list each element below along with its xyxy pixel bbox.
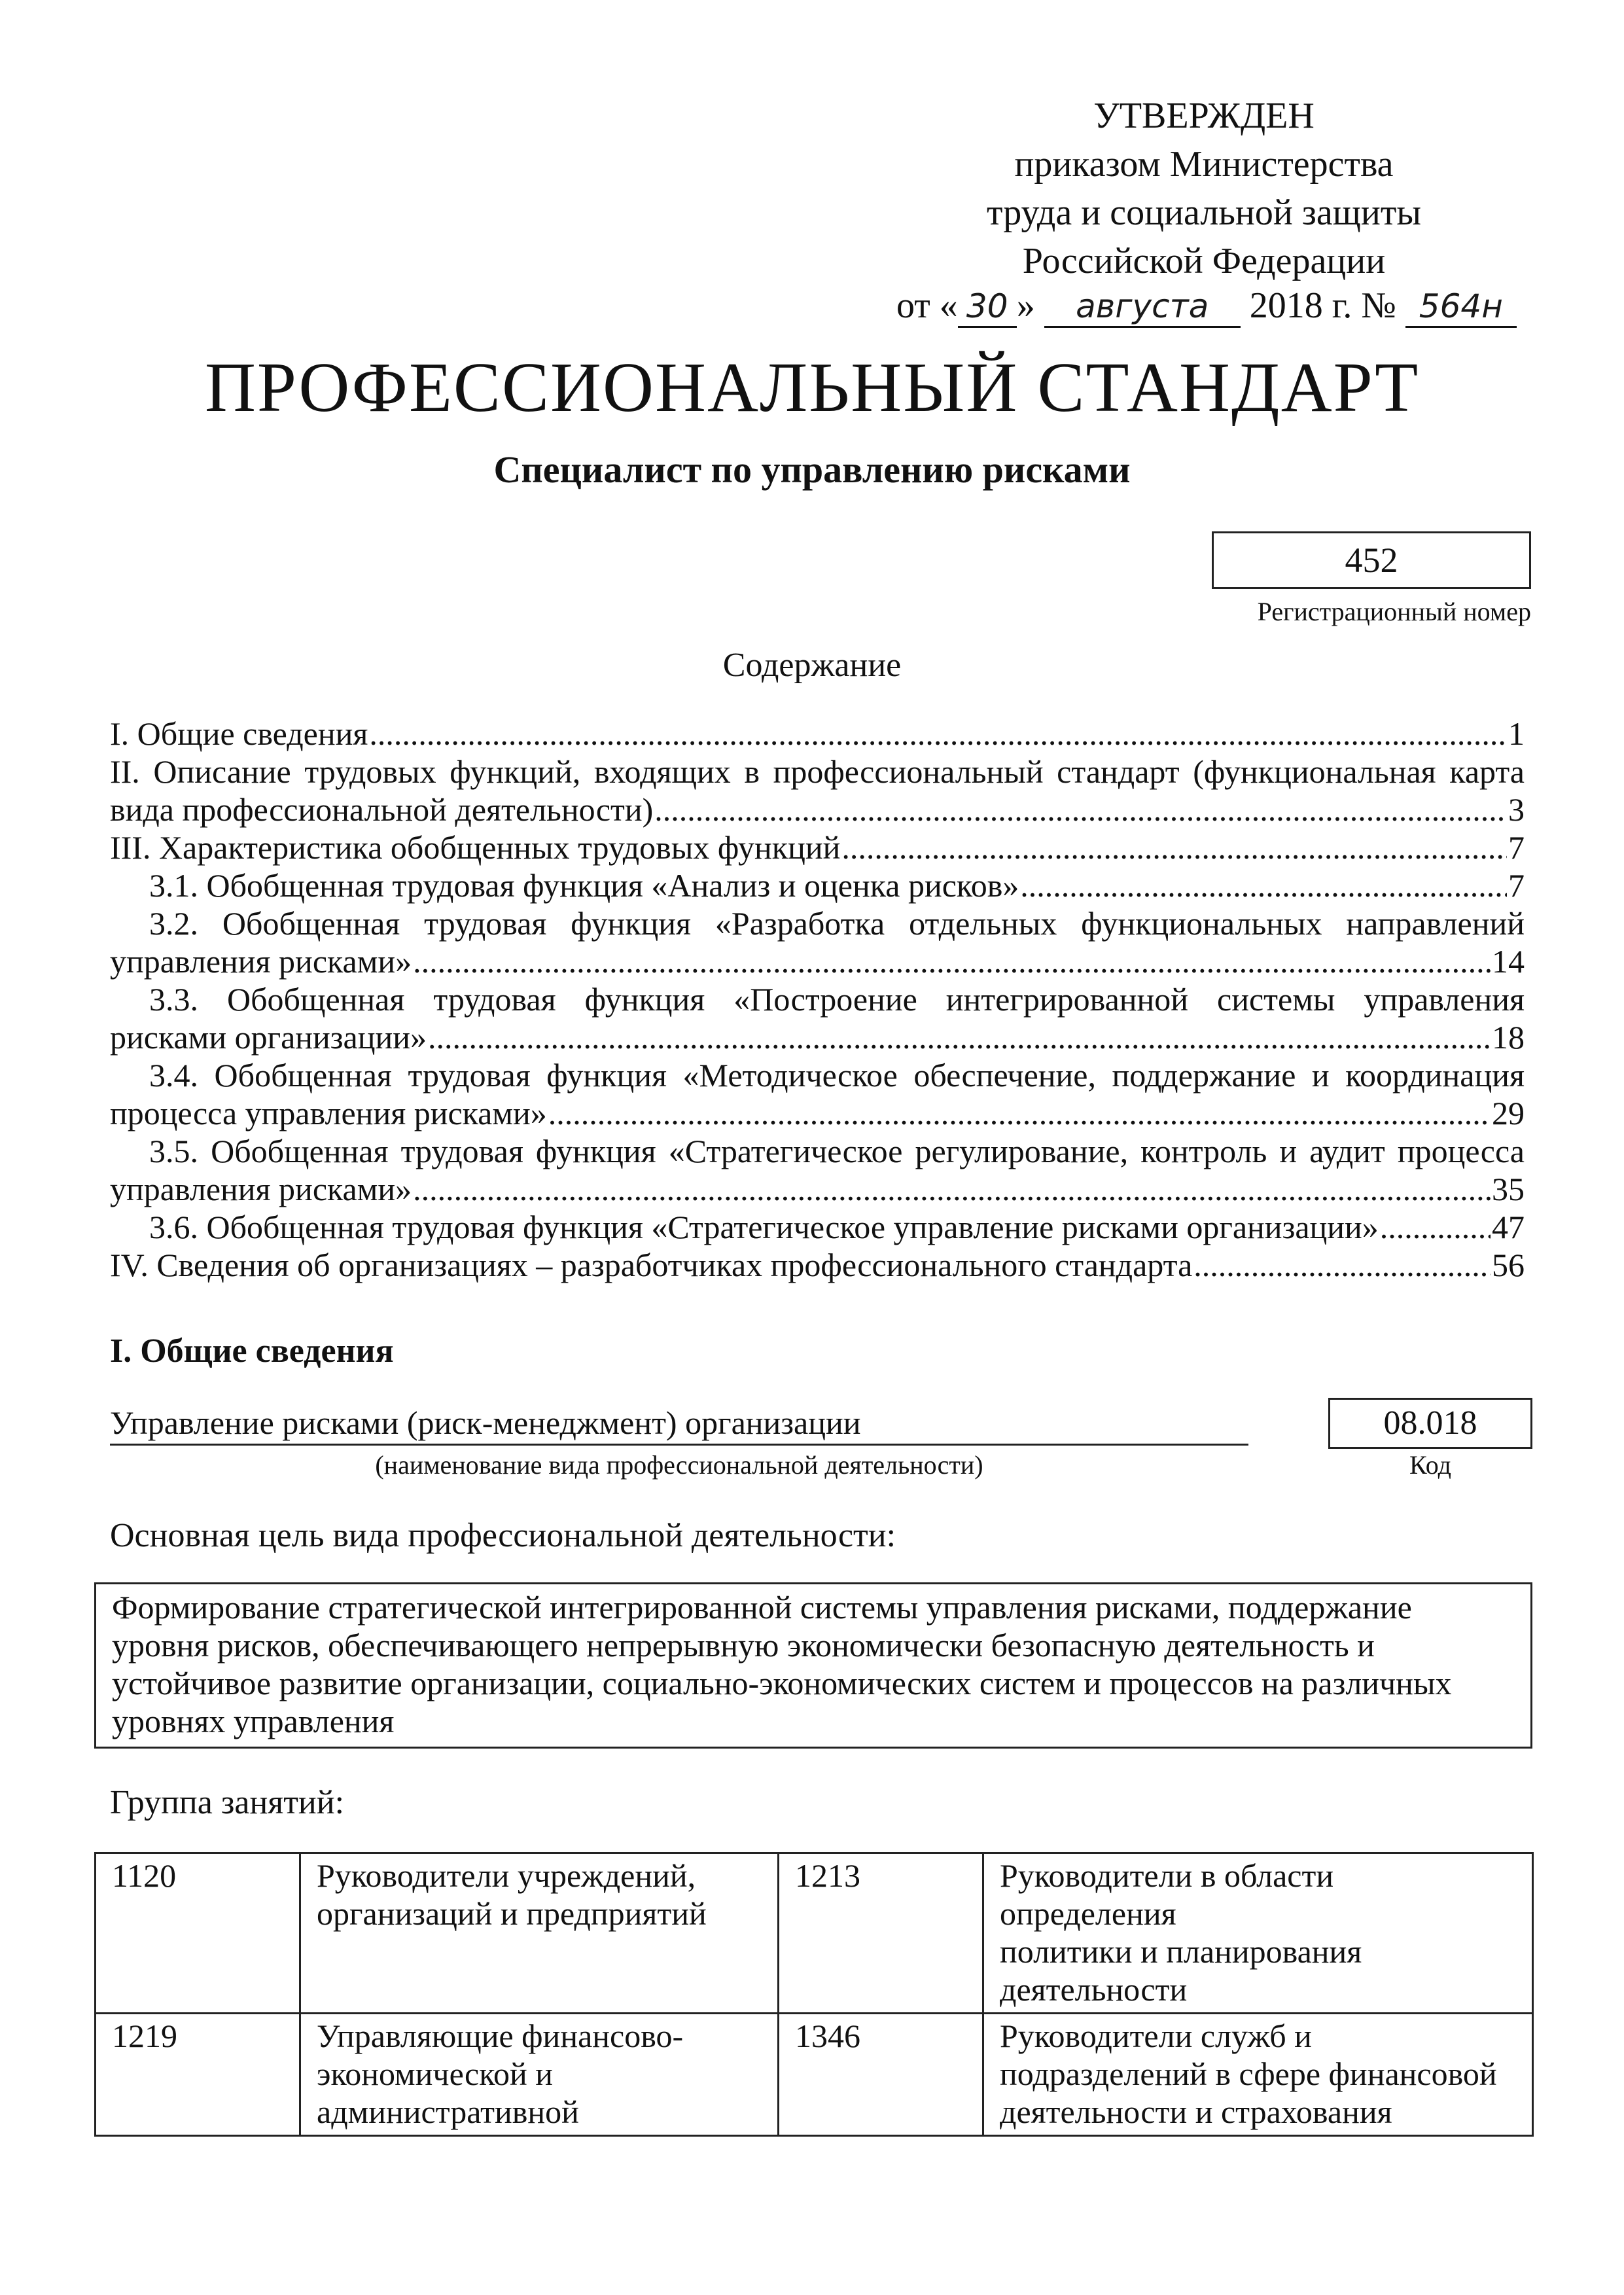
page-title: ПРОФЕССИОНАЛЬНЫЙ СТАНДАРТ — [204, 349, 1420, 427]
group-name-cell: Управляющие финансово- экономической и административной — [300, 2014, 779, 2136]
order-month-handwritten: августа — [1044, 287, 1241, 328]
activity-name: Управление рисками (риск-менеджмент) организации — [110, 1402, 1248, 1446]
activity-caption: (наименование вида профессиональной деятельности) — [375, 1450, 983, 1480]
goal-label: Основная цель вида профессиональной деятельности: — [110, 1517, 896, 1554]
toc-item[interactable]: 3.6. Обобщенная трудовая функция «Стратегическое управление рисками организации» ..... 47 — [110, 1208, 1525, 1246]
approval-line-federation: Российской Федерации — [1022, 241, 1386, 281]
goal-box — [94, 1582, 1532, 1749]
approval-title: УТВЕРЖДЕН — [1093, 96, 1315, 136]
toc-item[interactable]: II. Описание трудовых функций, входящих в профессиональный стандарт (функциональная карта вида профессиональной деятельности) ..... 3 — [110, 753, 1525, 828]
toc-item[interactable]: 3.2. Обобщенная трудовая функция «Разработка отдельных функциональных направлений управления рисками» ..... 14 — [110, 904, 1525, 980]
group-code-cell: 1120 — [96, 1853, 300, 2014]
group-code-cell: 1346 — [779, 2014, 983, 2136]
section-heading-general: I. Общие сведения — [110, 1332, 394, 1370]
toc-item[interactable]: III. Характеристика обобщенных трудовых функций ..... 7 — [110, 828, 1525, 866]
registration-number-label: Регистрационный номер — [1257, 597, 1531, 626]
registration-number-box: 452 — [1212, 531, 1531, 589]
goal-text-line: уровнях управления — [112, 1703, 395, 1739]
group-code-cell: 1219 — [96, 2014, 300, 2136]
group-code-cell: 1213 — [779, 1853, 983, 2014]
toc-item[interactable]: I. Общие сведения ..... 1 — [110, 715, 1525, 753]
order-from-prefix: от « — [896, 285, 958, 326]
goal-text-line: Формирование стратегической интегрированной системы управления рисками, поддержание — [112, 1589, 1412, 1626]
occupation-groups-table — [94, 1852, 1534, 2137]
order-date-line — [896, 281, 1590, 330]
toc-item[interactable]: 3.1. Обобщенная трудовая функция «Анализ и оценка рисков» ..... 7 — [110, 866, 1525, 904]
table-of-contents — [110, 715, 1525, 1284]
page-subtitle: Специалист по управлению рисками — [493, 448, 1131, 491]
order-quote-close: » — [1016, 285, 1035, 326]
approval-block — [844, 92, 1564, 285]
toc-item[interactable]: 3.5. Обобщенная трудовая функция «Стратегическое регулирование, контроль и аудит процесса управления рисками» ..... 35 — [110, 1132, 1525, 1208]
group-name-cell: Руководители служб и подразделений в сфере финансовой деятельности и страхования — [983, 2014, 1533, 2136]
toc-item[interactable]: 3.4. Обобщенная трудовая функция «Методическое обеспечение, поддержание и координация процесса управления рисками» ..... 29 — [110, 1056, 1525, 1132]
table-row — [96, 2014, 1533, 2136]
approval-line-labor: труда и социальной защиты — [987, 192, 1421, 233]
group-name-cell: Руководители учреждений, организаций и предприятий — [300, 1853, 779, 2014]
goal-text-line: устойчивое развитие организации, социально-экономических систем и процессов на различных — [112, 1665, 1452, 1701]
toc-heading: Содержание — [722, 647, 902, 684]
order-number-handwritten: 564н — [1405, 287, 1517, 328]
group-name-cell: Руководители в области определения политики и планирования деятельности — [983, 1853, 1533, 2014]
goal-text-line: уровня рисков, обеспечивающего непрерывную экономически безопасную деятельность и — [112, 1627, 1375, 1663]
activity-code-box: 08.018 — [1328, 1398, 1532, 1449]
order-year: 2018 г. № — [1249, 285, 1396, 326]
toc-item[interactable]: 3.3. Обобщенная трудовая функция «Построение интегрированной системы управления рисками организации» ..... 18 — [110, 980, 1525, 1056]
activity-code-caption: Код — [1409, 1450, 1451, 1480]
toc-item[interactable]: IV. Сведения об организациях – разработчиках профессионального стандарта ..... 56 — [110, 1246, 1525, 1284]
approval-line-ministry: приказом Министерства — [1014, 144, 1394, 185]
table-row — [96, 1853, 1533, 2014]
order-day-handwritten: 30 — [958, 287, 1017, 328]
occupation-group-label: Группа занятий: — [110, 1784, 345, 1821]
